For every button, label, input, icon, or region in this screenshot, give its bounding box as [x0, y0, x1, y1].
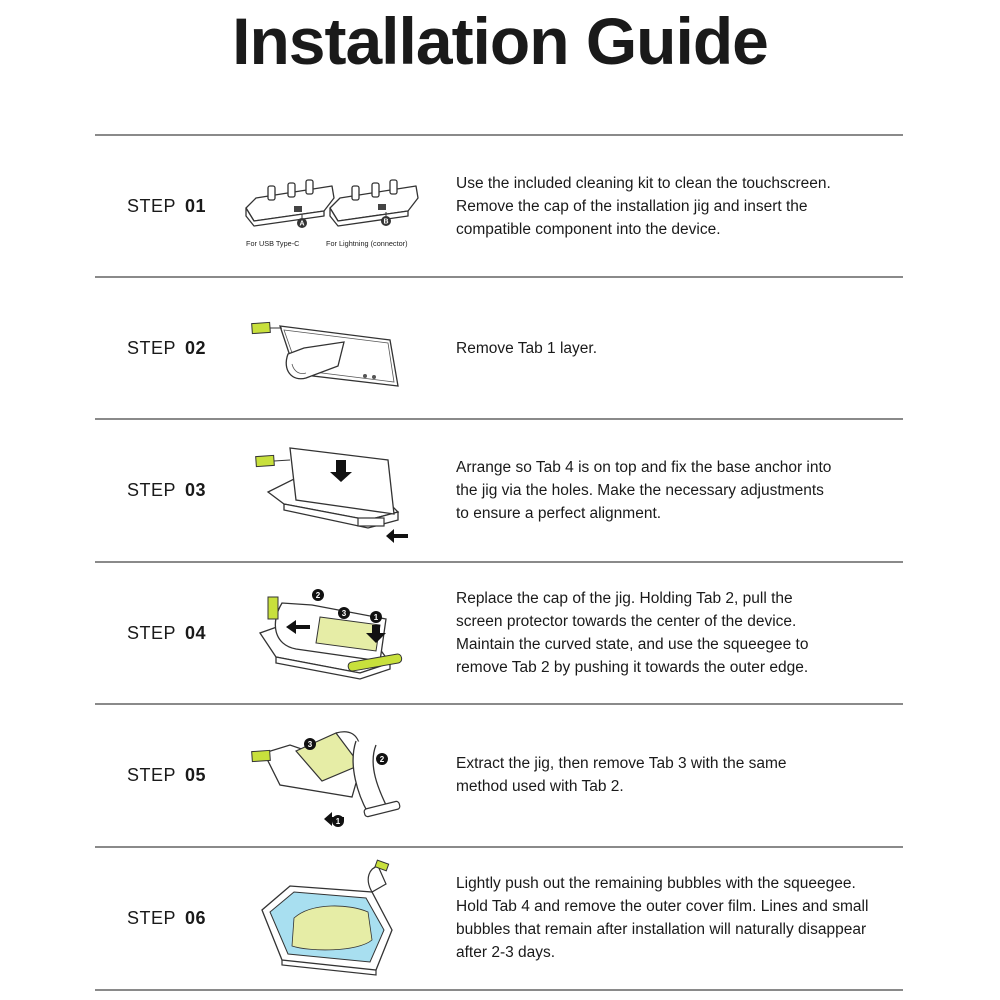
description-line: compatible component into the device. [456, 220, 721, 238]
tab-4-icon [252, 750, 271, 761]
left-arrow-icon [386, 529, 408, 543]
description-line: method used with Tab 2. [456, 778, 624, 795]
marker-2: 2 [315, 591, 321, 600]
curved-film-illustration [240, 563, 440, 703]
description-line: remove Tab 2 by pushing it towards the outer edge. [456, 659, 809, 676]
marker-3: 3 [341, 609, 347, 618]
description-line: the jig via the holes. Make the necessary adjustments [456, 481, 824, 499]
description-line: Use the included cleaning kit to clean the touchscreen. [456, 174, 831, 192]
step-label [127, 136, 206, 276]
tab-2-icon [268, 597, 278, 619]
step-label [127, 420, 206, 560]
step-label [127, 563, 206, 703]
jig-b-caption: For Lightning (connector) [326, 239, 408, 248]
jig-removal-illustration [240, 705, 440, 845]
step-06 [95, 848, 903, 988]
finished-phone-illustration [240, 848, 440, 988]
step-description [456, 563, 901, 703]
description-line: bubbles that remain after installation will naturally disappear [456, 921, 867, 938]
description-line: to ensure a perfect alignment. [456, 504, 662, 522]
description-line: Remove Tab 1 layer. [456, 339, 598, 357]
jig-illustration [240, 136, 440, 276]
marker-b: B [383, 218, 389, 226]
step-number: 05 [185, 764, 207, 785]
description-line: Arrange so Tab 4 is on top and fix the base anchor into [456, 458, 832, 476]
step-number: 02 [185, 337, 207, 358]
step-word: STEP [127, 622, 177, 643]
marker-2: 2 [379, 755, 385, 764]
step-02 [95, 278, 903, 418]
description-line: Extract the jig, then remove Tab 3 with the same [456, 755, 787, 772]
step-number: 03 [185, 479, 207, 500]
tab-1-icon [252, 322, 271, 333]
film-peel-illustration [240, 278, 440, 418]
marker-a: A [299, 220, 305, 228]
step-01 [95, 136, 903, 276]
page-title: Installation Guide [232, 4, 768, 78]
description-line: Maintain the curved state, and use the squeegee to [456, 636, 809, 653]
step-05 [95, 705, 903, 845]
step-04 [95, 563, 903, 703]
step-label [127, 278, 206, 418]
step-label [127, 705, 206, 845]
step-description [456, 848, 901, 988]
step-description [456, 705, 901, 845]
jig-a-caption: For USB Type-C [246, 239, 300, 248]
step-word: STEP [127, 907, 177, 928]
tab-4-icon [256, 455, 275, 466]
description-line: Hold Tab 4 and remove the outer cover film. Lines and small [456, 898, 869, 915]
marker-1: 1 [335, 817, 341, 826]
step-number: 04 [185, 622, 207, 643]
step-word: STEP [127, 764, 177, 785]
lightning-connector-icon [378, 204, 386, 210]
description-line: screen protector towards the center of the device. [456, 613, 797, 630]
description-line: Lightly push out the remaining bubbles with the squeegee. [456, 875, 856, 892]
description-line: after 2-3 days. [456, 944, 556, 961]
step-word: STEP [127, 195, 177, 216]
step-label [127, 848, 206, 988]
description-line: Remove the cap of the installation jig and insert the [456, 197, 808, 215]
divider [95, 989, 903, 991]
step-description [456, 420, 901, 560]
step-word: STEP [127, 337, 177, 358]
jig-icon [358, 518, 384, 526]
usb-c-connector-icon [294, 206, 302, 212]
marker-1: 1 [373, 613, 379, 622]
jig-alignment-illustration [240, 420, 440, 560]
step-description [456, 278, 901, 418]
description-line: Replace the cap of the jig. Holding Tab 2, pull the [456, 590, 793, 607]
step-description [456, 136, 901, 276]
step-number: 01 [185, 195, 207, 216]
step-word: STEP [127, 479, 177, 500]
step-number: 06 [185, 907, 207, 928]
step-03 [95, 420, 903, 560]
marker-3: 3 [307, 740, 313, 749]
